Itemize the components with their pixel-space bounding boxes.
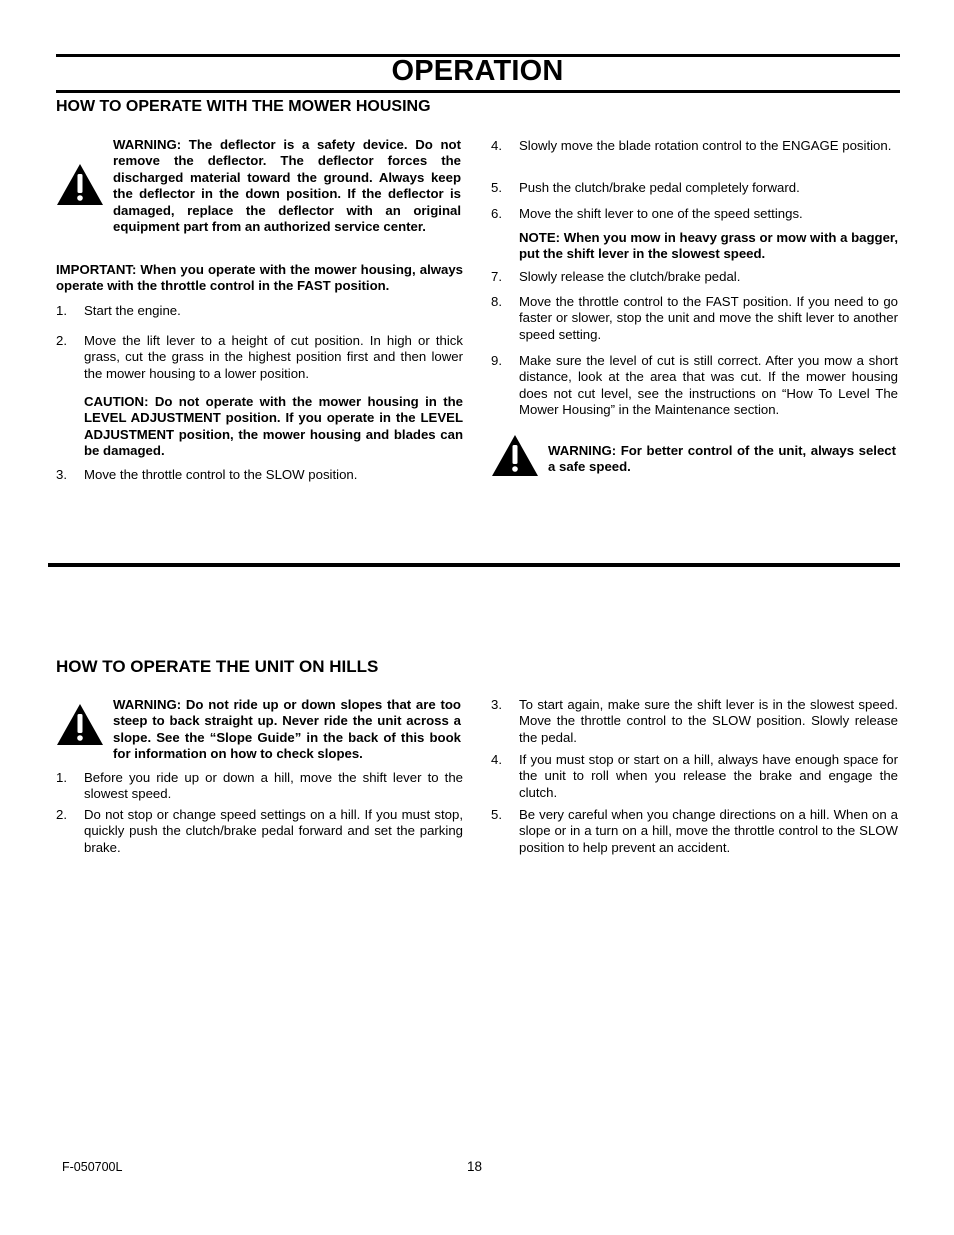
slope-warning: WARNING: Do not ride up or down slopes that are too steep to back straight up. Never ride the unit across a slope. See the “Slope Guide” in the back of this book for information on how to check slopes. bbox=[113, 697, 461, 762]
caution-note: CAUTION: Do not operate with the mower housing in the LEVEL ADJUSTMENT position. If you operate in the LEVEL ADJUSTMENT position, the mower housing and blades can be damaged. bbox=[84, 394, 463, 459]
deflector-warning: WARNING: The deflector is a safety device. Do not remove the deflector. The deflector forces the discharged material toward the ground. Always keep the deflector in the down position. If the deflector is damaged, replace the deflector with an original equipment part from an authorized service center. bbox=[113, 137, 461, 235]
important-note: IMPORTANT: When you operate with the mower housing, always operate with the throttle control in the FAST position. bbox=[56, 262, 463, 294]
warning-icon bbox=[491, 434, 539, 477]
document-code: F-050700L bbox=[62, 1160, 123, 1174]
section-heading-hills: HOW TO OPERATE THE UNIT ON HILLS bbox=[56, 657, 379, 676]
warning-icon bbox=[56, 163, 104, 206]
warning-icon bbox=[56, 703, 104, 746]
page-number: 18 bbox=[467, 1159, 483, 1174]
section-heading-mower-housing: HOW TO OPERATE WITH THE MOWER HOUSING bbox=[56, 98, 431, 115]
safe-speed-warning: WARNING: For better control of the unit, always select a safe speed. bbox=[548, 443, 896, 475]
title-underline-rule bbox=[56, 90, 900, 93]
heavy-grass-note: NOTE: When you mow in heavy grass or mow with a bagger, put the shift lever in the slowest speed. bbox=[519, 230, 898, 262]
section-divider bbox=[48, 563, 900, 567]
page-title: OPERATION bbox=[391, 55, 564, 87]
